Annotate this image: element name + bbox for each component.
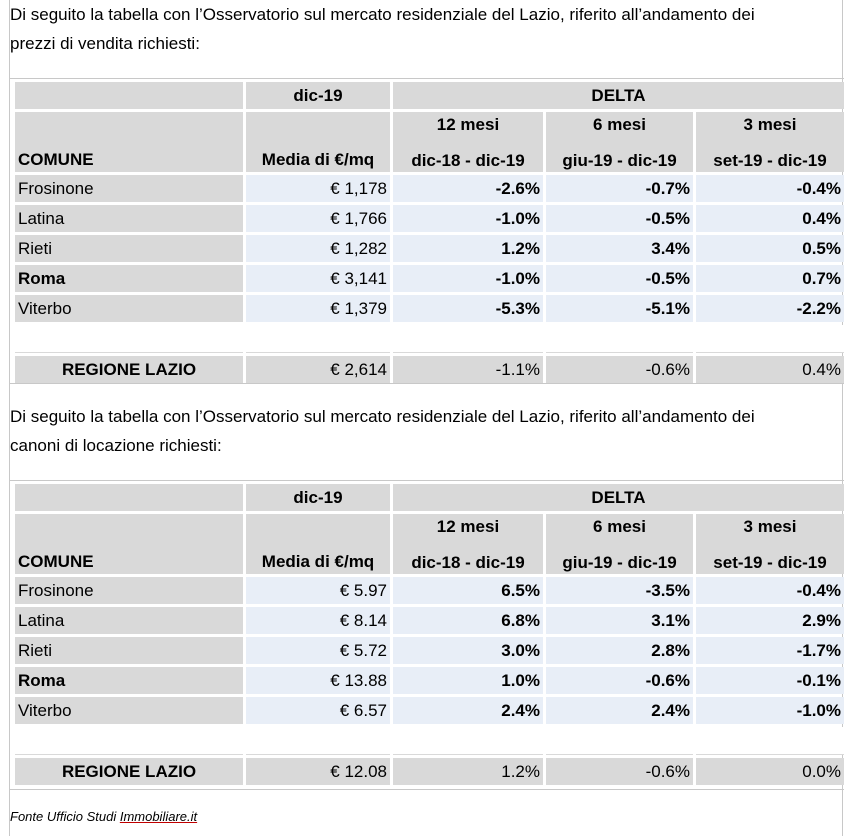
header-delta-range: set-19 - dic-19: [713, 151, 827, 170]
spacer-cell: [246, 727, 390, 755]
delta-6m: 2.4%: [546, 697, 693, 724]
intro-sales-line-1: Di seguito la tabella con l’Osservatorio sul mercato residenziale del Lazio, riferito all’andamento dei: [10, 5, 755, 24]
table-row: [15, 175, 844, 202]
header-delta-span: 12 mesi: [436, 517, 500, 536]
spacer-cell: [393, 325, 543, 353]
header-delta-col: [546, 112, 693, 172]
header-delta-col: [696, 112, 844, 172]
document-page: [9, 0, 843, 836]
header-media: Media di €/mq: [246, 514, 390, 574]
spacer-cell: [15, 325, 243, 353]
intro-sales-line-2: prezzi di vendita richiesti:: [10, 34, 200, 53]
table-row: [15, 295, 844, 322]
divider: [10, 383, 844, 384]
delta-12m: -1.0%: [393, 205, 543, 232]
comune-name: Viterbo: [15, 295, 243, 322]
table-row: [15, 607, 844, 634]
header-comune: COMUNE: [15, 112, 243, 172]
comune-name: Rieti: [15, 235, 243, 262]
divider: [10, 789, 844, 790]
delta-12m: -5.3%: [393, 295, 543, 322]
delta-3m: 0.7%: [696, 265, 844, 292]
comune-name: Rieti: [15, 637, 243, 664]
delta-6m: -3.5%: [546, 577, 693, 604]
header-delta-range: giu-19 - dic-19: [562, 151, 677, 170]
spacer-cell: [546, 325, 693, 353]
delta-6m: 2.8%: [546, 637, 693, 664]
delta-6m: 3.1%: [546, 607, 693, 634]
source-footer: [10, 809, 197, 824]
delta-12m: 2.4%: [393, 697, 543, 724]
delta-6m: -5.1%: [546, 295, 693, 322]
total-name: REGIONE LAZIO: [15, 758, 243, 785]
header-row-period: [15, 484, 844, 511]
intro-rent-line-1: Di seguito la tabella con l’Osservatorio sul mercato residenziale del Lazio, riferito all’andamento dei: [10, 407, 755, 426]
header-delta-span: 3 mesi: [743, 115, 797, 134]
rent-price-table: [12, 481, 847, 788]
delta-3m: -0.4%: [696, 175, 844, 202]
table-row: [15, 205, 844, 232]
delta-3m: -1.0%: [696, 697, 844, 724]
comune-name: Viterbo: [15, 697, 243, 724]
header-delta: DELTA: [393, 484, 844, 511]
table-row: [15, 235, 844, 262]
delta-6m: -0.7%: [546, 175, 693, 202]
header-blank: [15, 82, 243, 109]
header-blank: [15, 484, 243, 511]
comune-name: Frosinone: [15, 577, 243, 604]
total-delta-6m: -0.6%: [546, 758, 693, 785]
delta-12m: -2.6%: [393, 175, 543, 202]
header-delta-col: [546, 514, 693, 574]
media-value: € 1,379: [246, 295, 390, 322]
delta-6m: -0.6%: [546, 667, 693, 694]
header-delta-span: 6 mesi: [593, 517, 646, 536]
source-link[interactable]: Immobiliare.it: [119, 809, 198, 824]
table-row: [15, 667, 844, 694]
total-media: € 2,614: [246, 356, 390, 383]
delta-6m: -0.5%: [546, 265, 693, 292]
header-delta-span: 3 mesi: [743, 517, 797, 536]
spacer-cell: [696, 727, 844, 755]
spacer-cell: [246, 325, 390, 353]
delta-3m: -0.1%: [696, 667, 844, 694]
table-row: [15, 697, 844, 724]
delta-12m: 3.0%: [393, 637, 543, 664]
spacer-row: [15, 325, 844, 353]
media-value: € 8.14: [246, 607, 390, 634]
delta-12m: 6.5%: [393, 577, 543, 604]
spacer-cell: [696, 325, 844, 353]
media-value: € 1,766: [246, 205, 390, 232]
header-delta-col: [393, 112, 543, 172]
intro-sales-paragraph: [10, 0, 850, 58]
total-row: [15, 356, 844, 383]
spacer-cell: [15, 727, 243, 755]
comune-name: Frosinone: [15, 175, 243, 202]
header-delta-range: dic-18 - dic-19: [411, 553, 525, 572]
total-row: [15, 758, 844, 785]
table-row: [15, 265, 844, 292]
delta-3m: 2.9%: [696, 607, 844, 634]
table-row: [15, 577, 844, 604]
media-value: € 13.88: [246, 667, 390, 694]
spacer-cell: [546, 727, 693, 755]
total-media: € 12.08: [246, 758, 390, 785]
media-value: € 3,141: [246, 265, 390, 292]
delta-3m: 0.5%: [696, 235, 844, 262]
delta-12m: 6.8%: [393, 607, 543, 634]
total-name: REGIONE LAZIO: [15, 356, 243, 383]
delta-3m: -1.7%: [696, 637, 844, 664]
comune-name: Roma: [15, 667, 243, 694]
media-value: € 5.97: [246, 577, 390, 604]
delta-12m: 1.2%: [393, 235, 543, 262]
spacer-row: [15, 727, 844, 755]
delta-6m: -0.5%: [546, 205, 693, 232]
table-row: [15, 637, 844, 664]
delta-3m: -0.4%: [696, 577, 844, 604]
comune-name: Latina: [15, 607, 243, 634]
delta-12m: -1.0%: [393, 265, 543, 292]
header-delta-span: 12 mesi: [436, 115, 500, 134]
total-delta-3m: 0.0%: [696, 758, 844, 785]
source-label: Fonte Ufficio Studi: [10, 809, 120, 824]
header-row-columns: [15, 514, 844, 574]
header-delta-range: set-19 - dic-19: [713, 553, 827, 572]
intro-rent-line-2: canoni di locazione richiesti:: [10, 436, 222, 455]
delta-12m: 1.0%: [393, 667, 543, 694]
intro-rent-paragraph: [10, 402, 850, 460]
header-delta-col: [696, 514, 844, 574]
total-delta-6m: -0.6%: [546, 356, 693, 383]
comune-name: Latina: [15, 205, 243, 232]
header-comune: COMUNE: [15, 514, 243, 574]
media-value: € 5.72: [246, 637, 390, 664]
media-value: € 1,282: [246, 235, 390, 262]
sales-price-table: [12, 79, 847, 386]
header-delta-col: [393, 514, 543, 574]
header-row-columns: [15, 112, 844, 172]
header-row-period: [15, 82, 844, 109]
media-value: € 6.57: [246, 697, 390, 724]
total-delta-12m: -1.1%: [393, 356, 543, 383]
media-value: € 1,178: [246, 175, 390, 202]
header-media: Media di €/mq: [246, 112, 390, 172]
header-delta: DELTA: [393, 82, 844, 109]
header-delta-span: 6 mesi: [593, 115, 646, 134]
spacer-cell: [393, 727, 543, 755]
total-delta-3m: 0.4%: [696, 356, 844, 383]
header-period: dic-19: [246, 484, 390, 511]
delta-3m: -2.2%: [696, 295, 844, 322]
delta-3m: 0.4%: [696, 205, 844, 232]
total-delta-12m: 1.2%: [393, 758, 543, 785]
header-delta-range: dic-18 - dic-19: [411, 151, 525, 170]
header-period: dic-19: [246, 82, 390, 109]
header-delta-range: giu-19 - dic-19: [562, 553, 677, 572]
comune-name: Roma: [15, 265, 243, 292]
delta-6m: 3.4%: [546, 235, 693, 262]
